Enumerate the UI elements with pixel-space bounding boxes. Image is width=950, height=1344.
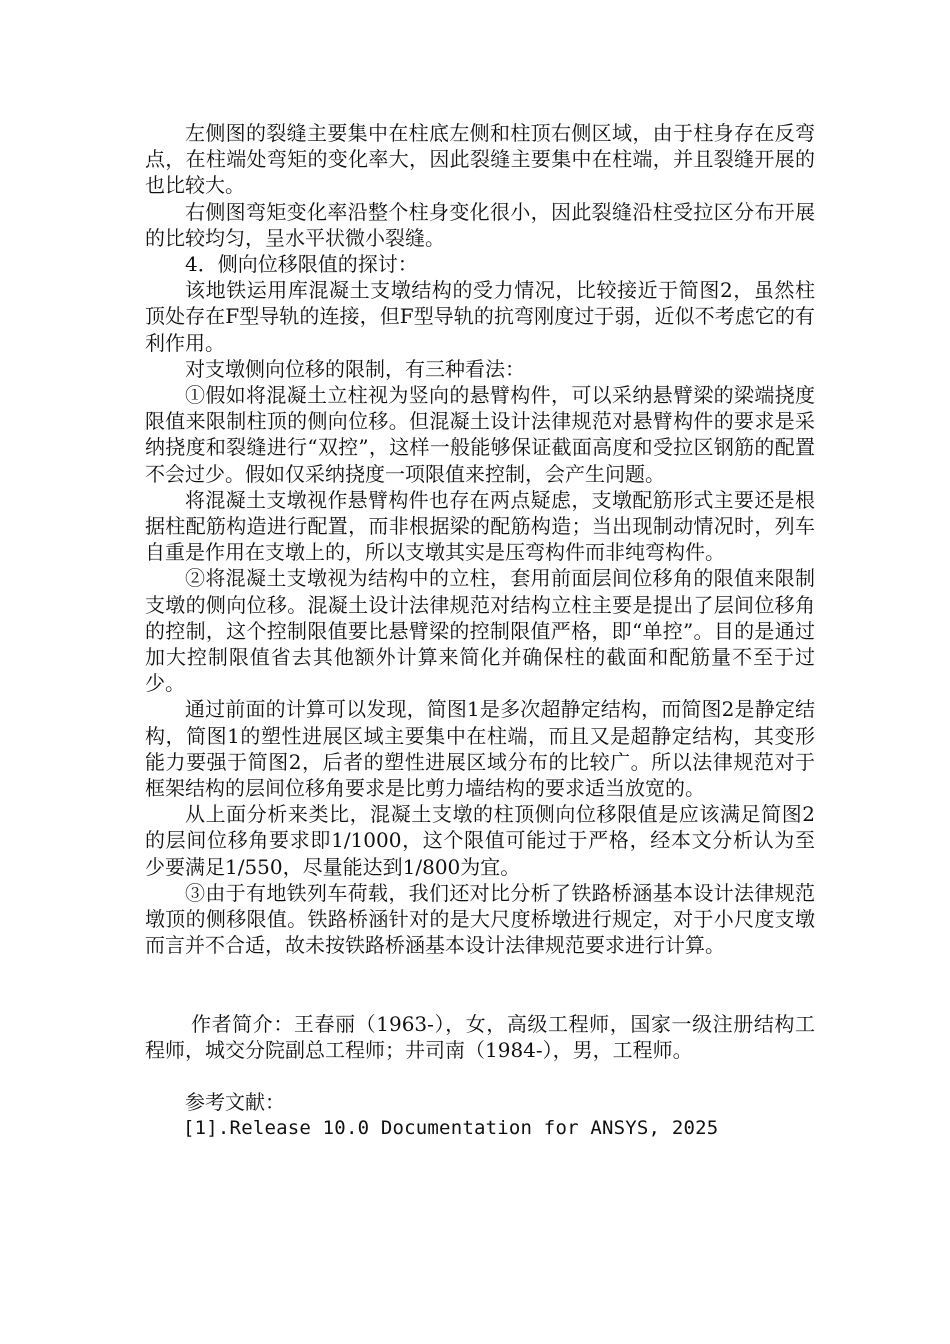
paragraph-view-three: ③由于有地铁列车荷载，我们还对比分析了铁路桥涵基本设计法律规范墩顶的侧移限值。铁路桥涵针对的是大尺度桥墩进行规定，对于小尺度支墩而言并不合适，故未按铁路桥涵基本设计法律规范要求进行计算。 [145, 880, 815, 958]
paragraph-calculation-comparison: 通过前面的计算可以发现，简图1是多次超静定结构，而简图2是静定结构，简图1的塑性进展区域主要集中在柱端，而且又是超静定结构，其变形能力要强于简图2，后者的塑性进展区域分布的比较广。所以法律规范对于框架结构的层间位移角要求是比剪力墙结构的要求适当放宽的。 [145, 697, 815, 801]
paragraph-cantilever-doubts: 将混凝土支墩视作悬臂构件也存在两点疑虑，支墩配筋形式主要还是根据柱配筋构造进行配置，而非根据梁的配筋构造；当出现制动情况时，列车自重是作用在支墩上的，所以支墩其实是压弯构件而非纯弯构件。 [145, 487, 815, 565]
paragraph-displacement-limit: 从上面分析来类比，混凝土支墩的柱顶侧向位移限值是应该满足简图2的层间位移角要求即1/1000，这个限值可能过于严格，经本文分析认为至少要满足1/550，尽量能达到1/800为宜。 [145, 802, 815, 879]
spacer [145, 959, 815, 1011]
paragraph-three-views: 对支墩侧向位移的限制，有三种看法： [185, 356, 525, 381]
paragraph-view-two: ②将混凝土支墩视为结构中的立柱，套用前面层间位移角的限值来限制支墩的侧向位移。混凝土设计法律规范对结构立柱主要是提出了层间位移角的控制，这个控制限值要比悬臂梁的控制限值严格，即“单控”。目的是通过加大控制限值省去其他额外计算来简化并确保柱的截面和配筋量不至于过少。 [145, 566, 815, 696]
section-heading-lateral-displacement: 4．侧向位移限值的探讨： [185, 252, 418, 277]
spacer [145, 1063, 815, 1089]
references-title: 参考文献： [185, 1089, 285, 1114]
paragraph-left-figure-cracks: 左侧图的裂缝主要集中在柱底左侧和柱顶右侧区域，由于柱身存在反弯点，在柱端处弯矩的变化率大，因此裂缝主要集中在柱端，并且裂缝开展的也比较大。 [145, 121, 815, 198]
paragraph-right-figure-cracks: 右侧图弯矩变化率沿整个柱身变化很小，因此裂缝沿柱受拉区分布开展的比较均匀，呈水平状微小裂缝。 [145, 199, 815, 250]
paragraph-support-structure: 该地铁运用库混凝土支墩结构的受力情况，比较接近于简图2，虽然柱顶处存在F型导轨的连接，但F型导轨的抗弯刚度过于弱，近似不考虑它的有利作用。 [145, 278, 815, 355]
author-note: 作者简介：王春丽（1963-），女，高级工程师，国家一级注册结构工程师，城交分院副总工程师；井司南（1984-），男，工程师。 [145, 1011, 815, 1062]
reference-item: [1].Release 10.0 Documentation for ANSYS, 2025 [183, 1117, 719, 1140]
paragraph-view-one: ①假如将混凝土立柱视为竖向的悬臂构件，可以采纳悬臂梁的梁端挠度限值来限制柱顶的侧向位移。但混凝土设计法律规范对悬臂构件的要求是采纳挠度和裂缝进行“双控”，这样一般能够保证截面高度和受拉区钢筋的配置不会过少。假如仅采纳挠度一项限值来控制，会产生问题。 [145, 383, 815, 486]
document-body [145, 120, 815, 1141]
